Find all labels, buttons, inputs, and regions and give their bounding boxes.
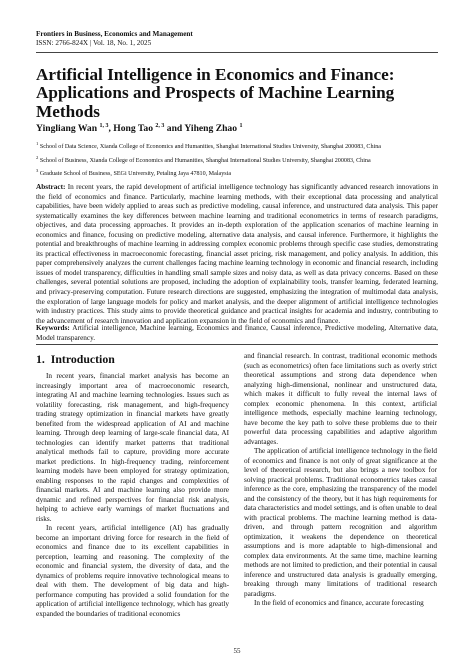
paragraph: In the field of economics and finance, accurate forecasting <box>254 599 424 607</box>
paragraph: and financial research. In contrast, traditional economic methods (such as econometrics) often face limitations such as overly strict theoretical assumptions and strong data dependence when analyzing high-dimensional, nonlinear and unstructured data, which makes it difficult to fully reveal the internal laws of complex economic phenomena. In this context, artificial intelligence methods, especially machine learning technology, have become the key path to solve these problems due to their powerful data processing capabilities and adaptive algorithm advantages. <box>244 352 437 446</box>
header-rule <box>36 52 438 53</box>
section-heading <box>36 352 115 367</box>
right-column <box>244 352 437 609</box>
author-separator: , <box>108 123 114 135</box>
author-affil-mark: 1 <box>239 123 243 129</box>
affiliation-number: 2 <box>36 154 39 160</box>
affiliation-text: Graduate School of Business, SEGi University, Petaling Jaya 47810, Malaysia <box>39 171 232 178</box>
journal-issn: ISSN: 2766-824X | Vol. 18, No. 1, 2025 <box>36 39 152 47</box>
section-number: 1. <box>36 352 45 366</box>
affiliations <box>36 139 440 180</box>
affiliation-number: 1 <box>36 141 39 146</box>
author-affil-mark: 2, 3 <box>155 123 165 129</box>
section-rule <box>36 344 438 345</box>
author-name: Hong Tao <box>113 123 153 135</box>
paragraph: In recent years, artificial intelligence (AI) has gradually become an important driving force for research in the field of economics and finance due to its excellent capabilities in perception, learning and reasoning. The complexity of the economic and financial system, the diversity of data, and the dynamics of problems require innovative technological means to deal with them. The development of big data and high-performance computing has provided a solid foundation for the application of artificial intelligence technology, which has greatly expanded the boundaries of traditional economics <box>36 524 229 618</box>
page-number: 55 <box>233 647 241 655</box>
journal-name: Frontiers in Business, Economics and Management <box>36 30 193 38</box>
author-conjunction: and <box>164 123 185 135</box>
paper-title: Artificial Intelligence in Economics and Finance: Applications and Prospects of Machine Learning Methods <box>36 65 395 121</box>
author-name: Yingliang Wan <box>36 123 98 135</box>
left-column <box>36 372 229 619</box>
affiliation <box>36 166 440 180</box>
affiliation <box>36 153 440 167</box>
affiliation <box>36 139 440 153</box>
keywords-text: Artificial intelligence, Machine learning, Economics and finance, Causal inference, Predictive modeling, Alternative data, Model transparency. <box>36 324 438 342</box>
paragraph: In recent years, financial market analysis has become an increasingly important area of macroeconomic research, integrating AI and machine learning technologies. Issues such as volatility forecasting, risk management, and high-frequency trading strategy optimization in financial markets have greatly benefited from the widespread application of AI and machine learning. Through deep learning of large-scale financial data, AI technologies can identify market patterns that traditional analytical methods fail to capture, providing more accurate market predictions. In high-frequency trading, reinforcement learning models have been employed for strategy optimization, enabling responses to the rapid changes and complexities of financial markets. AI and machine learning also provide more dynamic and refined perspectives for financial risk analysis, helping to achieve early warnings of market fluctuations and risks. <box>36 372 229 523</box>
section-title: Introduction <box>50 352 115 366</box>
keywords-label: Keywords: <box>36 324 70 332</box>
affiliation-text: School of Business, Xianda College of Economics and Humanities, Shanghai International Studies University, Shanghai 200083, China <box>39 157 371 164</box>
paragraph: The application of artificial intelligence technology in the field of economics and finance is not only of great significance at the level of theoretical research, but also brings a new toolbox for solving practical problems. Traditional econometrics takes causal inference as the core, emphasizing the transparency of the model and the consistency of the theory, but it has high requirements for data characteristics and model settings, and is often unable to deal with practical problems. The machine learning method is data-driven, and through pattern recognition and algorithm optimization, it weakens the dependence on theoretical assumptions and is more adaptable to high-dimensional and complex data environments. At the same time, machine learning methods are not limited to prediction, and their potential in causal inference and unstructured data analysis is gradually emerging, breaking through many limitations of traditional research paradigms. <box>244 447 437 598</box>
affiliation-text: School of Data Science, Xianda College of Economics and Humanities, Shanghai International Studies University, Shanghai 200083, China <box>39 144 381 151</box>
abstract-text: In recent years, the rapid development of artificial intelligence technology has significantly advanced research innovations in the field of economics and finance. Particularly, machine learning methods, with their exceptional data processing and analytical capabilities, have been widely applied to areas such as predictive modeling, causal inference, and unstructured data analysis. This paper systematically examines the key differences between machine learning and traditional econometrics in terms of research paradigms, objectives, and data processing approaches. It provides an in-depth exploration of the application scenarios of machine learning in economics and finance, focusing on predictive modeling, alternative data analysis, and causal inference. Furthermore, it highlights the potential and breakthroughs of machine learning in addressing complex economic problems through specific case studies, demonstrating its practical effectiveness in macroeconomic forecasting, financial asset pricing, risk management, and policy analysis. In addition, this paper comprehensively analyzes the current challenges facing machine learning technology in economic and financial research, including issues of model transparency, difficulties in handling small sample sizes and noisy data, as well as data privacy concerns. Based on these challenges, several potential solutions are proposed, including the adoption of explainability tools, transfer learning, federated learning, and privacy-preserving computation. Future research directions are suggested, emphasizing the integration of multimodal data analysis, the exploration of large language models for policy and market analysis, and the deeper alignment of artificial intelligence technologies with industry practices. This study aims to provide theoretical guidance and practical insights for academia and industry, contributing to the advancement of research innovation and application expansion in the field of economics and finance. <box>36 183 438 325</box>
keywords <box>36 324 438 343</box>
author-affil-mark: 1, 3 <box>99 123 109 129</box>
author-name: Yiheng Zhao <box>184 123 238 135</box>
abstract <box>36 183 438 326</box>
author-list <box>36 123 242 134</box>
affiliation-number: 3 <box>36 168 39 174</box>
journal-header <box>36 30 193 48</box>
abstract-label: Abstract: <box>36 183 66 191</box>
